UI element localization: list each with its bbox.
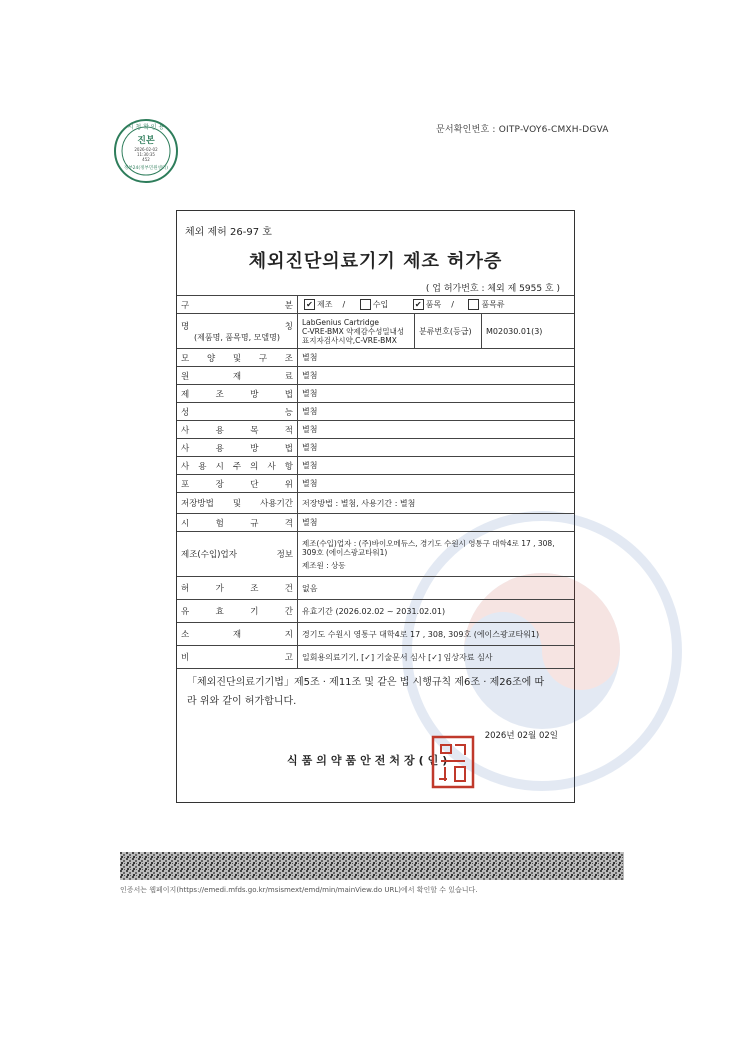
declaration-line1: 「체외진단의료기기법」제5조 · 제11조 및 같은 법 시행규칙 제6조 · 제26조에 따 [187,677,545,688]
seal-time: 11:30:35 [137,152,155,157]
usage-value: 별첨 [298,439,575,457]
issuer-name: 식품의약품안전처장(인) [287,754,452,767]
maker-label: 제조(수입)업자 정보 [177,532,298,577]
option-import: 수입 [372,300,389,309]
name-label-text: 명 칭 [181,321,293,332]
permit-table [177,295,574,669]
name-label [177,314,298,349]
checkbox-import [360,299,371,310]
table-row [177,457,574,475]
table-row [177,421,574,439]
table-row [177,349,574,367]
remarks-label: 비 고 [177,646,298,669]
location-value: 경기도 수원시 영통구 대학4로 17 , 308, 309호 (에이스광교타워1) [298,623,575,646]
table-row [177,600,574,623]
table-row [177,385,574,403]
table-row [177,646,574,669]
method-label: 제 조 방 법 [177,385,298,403]
product-name-line2: C-VRE-BMX 약제감수성밀내성 [302,326,405,336]
type-label: 구 분 [177,296,298,314]
name-sublabel: (제품명, 품목명, 모델명) [194,332,280,342]
option-item: 품목 [425,300,442,309]
remarks-value: 일회용의료기기, [✓] 기술문서 심사 [✓] 임상자료 심사 [298,646,575,669]
spec-value: 별첨 [298,514,575,532]
declaration [187,673,567,711]
maker-line1: 제조(수입)업자 : (주)바이오메듀스, 경기도 수원시 영통구 대학4로 17 , 308, [302,538,555,548]
barcode-icon [120,852,624,880]
storage-value: 저장방법 : 별첨, 사용기간 : 별첨 [298,493,575,514]
option-manufacture: 제조 [317,300,333,309]
seal-bottom-text: 정부24(정부민원센터) [123,166,169,171]
certificate-number: 체외 제허 26-97 호 [185,227,272,238]
storage-label: 저장방법 및 사용기간 [177,493,298,514]
product-name-line3: 표지자검사시약,C-VRE-BMX [302,335,397,345]
class-value: M02030.01(3) [482,314,575,349]
table-row [177,577,574,600]
maker-info [298,532,575,577]
material-label: 원 재 료 [177,367,298,385]
condition-label: 허 가 조 건 [177,577,298,600]
usage-label: 사 용 방 법 [177,439,298,457]
table-row [177,475,574,493]
table-row [177,514,574,532]
purpose-value: 별첨 [298,421,575,439]
checkbox-item: ✔ [413,299,424,310]
location-label: 소 재 지 [177,623,298,646]
material-value: 별첨 [298,367,575,385]
package-label: 포 장 단 위 [177,475,298,493]
doc-confirm-number: 문서확인번호 : OITP-VOY6-CMXH-DGVA [436,125,609,135]
product-name-line1: LabGenius Cartridge [302,317,380,327]
issue-date: 2026년 02월 02일 [484,731,558,741]
footer-note: 인증서는 웹페이지(https://emedi.mfds.go.kr/msismext/emd/min/mainView.do URL)에서 확인할 수 있습니다. [120,886,478,894]
checkbox-manufacture: ✔ [304,299,315,310]
option-item-class: 품목류 [481,300,505,309]
declaration-line2: 라 위와 같이 허가합니다. [187,696,297,707]
table-row [177,532,574,577]
performance-value: 별첨 [298,403,575,421]
product-name [298,314,415,349]
condition-value: 없음 [298,577,575,600]
caution-value: 별첨 [298,457,575,475]
seal-date: 2026-02-02 [134,147,158,152]
package-value: 별첨 [298,475,575,493]
official-seal-icon [431,735,475,789]
shape-value: 별첨 [298,349,575,367]
type-options: ✔ 제조 / 수입 ✔ 품목 / 품목류 [298,296,575,314]
table-row [177,403,574,421]
performance-label: 성 능 [177,403,298,421]
caution-label: 사 용 시 주 의 사 항 [177,457,298,475]
shape-label: 모 양 및 구 조 [177,349,298,367]
checkbox-item-class [468,299,479,310]
table-row [177,623,574,646]
validity-label: 유 효 기 간 [177,600,298,623]
verification-seal-icon [113,118,179,184]
method-value: 별첨 [298,385,575,403]
maker-line3: 제조원 : 상동 [302,560,346,570]
purpose-label: 사 용 목 적 [177,421,298,439]
maker-line2: 309호 (에이스광교타워1) [302,547,388,557]
validity-value: 유효기간 (2026.02.02 ~ 2031.02.01) [298,600,575,623]
page-title: 체외진단의료기기 제조 허가증 [248,251,503,272]
table-row [177,439,574,457]
permit-number: ( 업 허가번호 : 체외 제 5955 호 ) [425,284,560,294]
spec-label: 시 험 규 격 [177,514,298,532]
class-label: 분류번호(등급) [415,314,482,349]
table-row [177,296,574,314]
table-row [177,493,574,514]
certificate-frame [176,210,575,803]
seal-serial: 452 [142,157,150,162]
table-row [177,367,574,385]
table-row [177,314,574,349]
seal-top-text: 시 청 확 인 용 [127,124,165,131]
seal-center-text: 진본 [137,136,155,146]
